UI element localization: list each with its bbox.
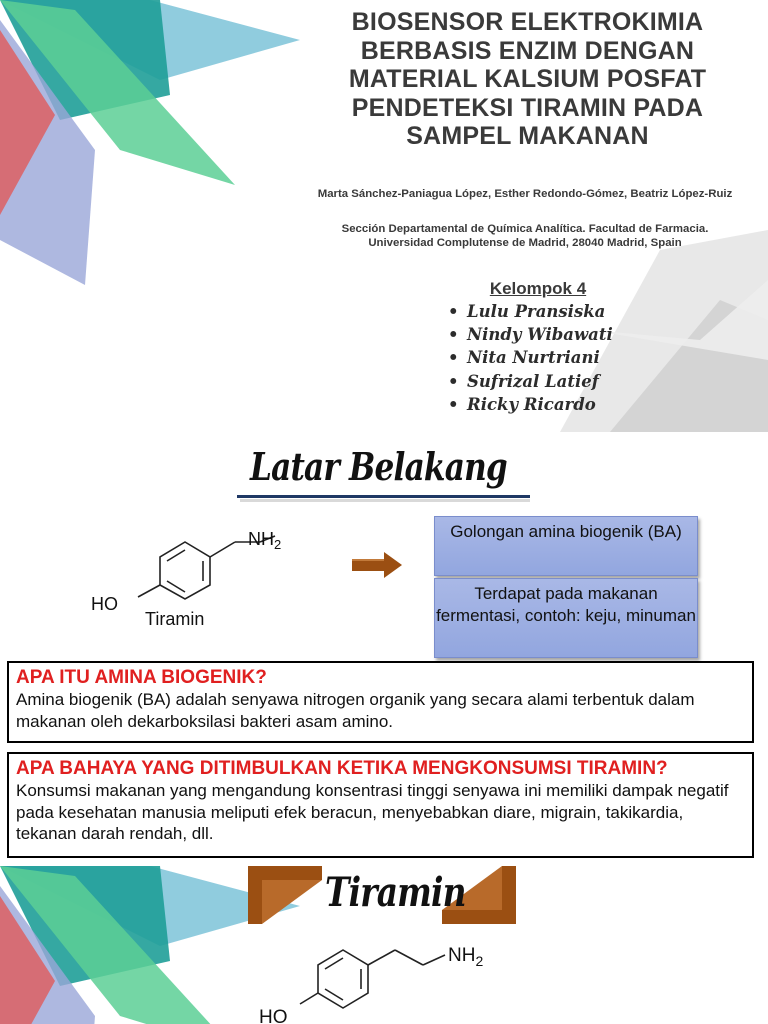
member-item — [448, 346, 613, 369]
question-heading: APA ITU AMINA BIOGENIK? — [16, 667, 267, 688]
author-list: Marta Sánchez-Paniagua López, Esther Redondo-Gómez, Beatriz López-Ruiz — [317, 188, 733, 200]
bullet-icon: • — [448, 348, 459, 368]
affiliation-line: Sección Departamental de Química Analítica. Facultad de Farmacia. — [341, 223, 709, 235]
bullet-icon: • — [448, 394, 459, 414]
benzene-ring — [160, 542, 210, 599]
tyramine-slide — [0, 866, 768, 1024]
tyramine-structure — [255, 938, 555, 1024]
member-name: Nita Nurtriani — [467, 348, 600, 368]
bullet-icon: • — [448, 325, 459, 345]
question-answer: Konsumsi makanan yang mengandung konsentrasi tinggi senyawa ini memiliki dampak negatif pada kesehatan manusia meliputi efek beracun, menyebabkan diare, migrain, takikardia, tekanan darah rendah, dll. — [16, 781, 729, 843]
question-heading: APA BAHAYA YANG DITIMBULKAN KETIKA MENGKONSUMSI TIRAMIN? — [16, 758, 668, 779]
nh2-label: $NH_2$ — [448, 945, 484, 969]
info-box-fermented-food: Terdapat pada makanan fermentasi, contoh: keju, minuman — [434, 578, 698, 658]
presentation-title: BIOSENSOR ELEKTROKIMIA BERBASIS ENZIM DENGAN MATERIAL KALSIUM POSFAT PENDETEKSI TIRAMIN PADA SAMPEL MAKANAN — [348, 8, 707, 150]
question-box-biogenic-amine — [7, 661, 754, 743]
ho-label: HO — [259, 1007, 288, 1024]
corner-bracket-left — [248, 866, 322, 924]
background-slide — [0, 432, 768, 864]
member-item — [448, 300, 613, 323]
slide-title: Latar Belakang — [250, 444, 507, 489]
title-underline-shadow — [240, 499, 530, 502]
arrow-right-icon — [352, 550, 404, 580]
benzene-ring — [318, 950, 368, 1008]
info-box-biogenic-amine: Golongan amina biogenik (BA) — [434, 516, 698, 576]
question-answer: Amina biogenik (BA) adalah senyawa nitrogen organik yang secara alami terbentuk dalam makanan oleh dekarboksilasi bakteri asam amino. — [16, 690, 695, 731]
member-name: Ricky Ricardo — [467, 394, 596, 414]
molecule-name: Tiramin — [145, 609, 205, 629]
title-underline — [237, 495, 530, 498]
member-item — [448, 323, 613, 346]
affiliation — [305, 222, 745, 250]
ho-label: HO — [91, 594, 118, 614]
member-list — [448, 300, 613, 416]
member-name: Nindy Wibawati — [467, 325, 613, 345]
slide-title: Tiramin — [325, 869, 466, 916]
title-slide — [0, 0, 768, 432]
bullet-icon: • — [448, 302, 459, 321]
member-item — [448, 370, 613, 393]
member-name: Lulu Pransiska — [467, 302, 606, 321]
member-item — [448, 393, 613, 416]
question-box-tyramine-danger — [7, 752, 754, 858]
member-name: Sufrizal Latief — [467, 371, 599, 391]
affiliation-line: Universidad Complutense de Madrid, 28040 Madrid, Spain — [368, 237, 682, 249]
nh2-label: $NH_2$ — [248, 529, 282, 552]
group-title: Kelompok 4 — [489, 279, 587, 298]
bullet-icon: • — [448, 371, 459, 391]
